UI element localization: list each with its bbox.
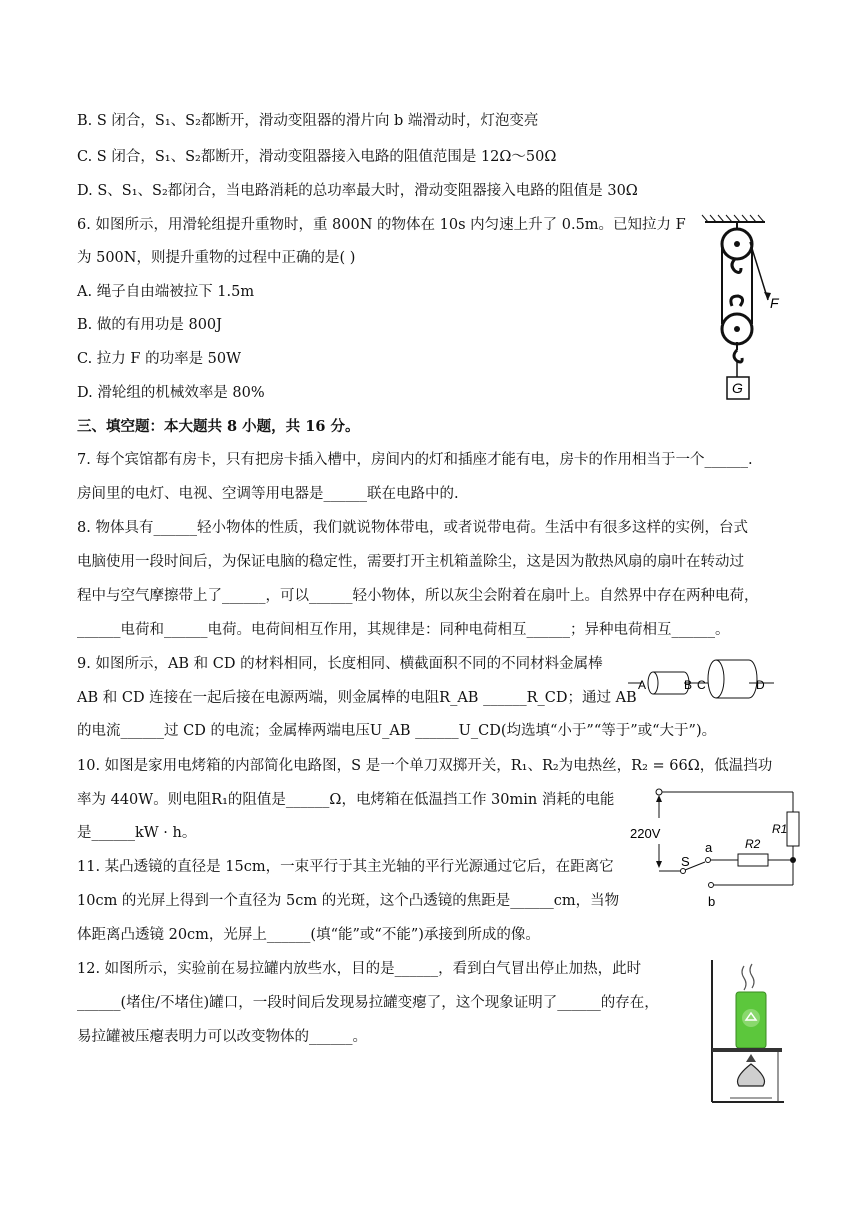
section-3-heading: 三、填空题：本大题共 8 小题，共 16 分。 [77,418,360,435]
voltage-label: 220V [630,826,661,841]
pulley-figure [700,212,790,407]
option-a-q6: A. 绳子自由端被拉下 1.5m [77,284,255,300]
question-6-line-2: 为 500N，则提升重物的过程中正确的是( ) [77,250,356,266]
resistor-r1 [787,812,799,846]
alcohol-lamp [738,1064,765,1086]
r2-label: R2 [745,837,761,851]
option-c-q5: C. S 闭合，S₁、S₂都断开，滑动变阻器接入电路的阻值范围是 12Ω～50Ω [77,149,557,165]
question-12-line-1: 12. 如图所示，实验前在易拉罐内放些水，目的是______，看到白气冒出停止加热，此时 [77,961,642,977]
question-8-line-4: ______电荷和______电荷。电荷间相互作用，其规律是：同种电荷相互______；异种电荷相互______。 [77,622,730,638]
question-7-line-2: 房间里的电灯、电视、空调等用电器是______联在电路中的. [77,486,459,502]
force-label: F [770,295,779,311]
terminal-b-label: b [708,894,716,909]
question-9-line-3: 的电流______过 CD 的电流；金属棒两端电压U_AB ______U_CD(均选填“小于”“等于”或“大于”)。 [77,723,717,739]
question-10-line-3: 是______kW · h。 [77,825,197,841]
question-11-line-1: 11. 某凸透镜的直径是 15cm，一束平行于其主光轴的平行光源通过它后，在距离它 [77,859,614,875]
recycle-icon [742,1009,760,1027]
question-11-line-2: 10cm 的光屏上得到一个直径为 5cm 的光斑，这个凸透镜的焦距是______cm，当物 [77,893,620,909]
rod-label-d: D [756,678,765,692]
can-experiment-figure [706,958,796,1108]
rods-figure [624,653,784,703]
option-b-q5: B. S 闭合，S₁、S₂都断开，滑动变阻器的滑片向 b 端滑动时，灯泡变亮 [77,113,539,129]
load-label: G [732,380,743,396]
question-8-line-1: 8. 物体具有______轻小物体的性质，我们就说物体带电，或者说带电荷。生活中有很多这样的实例，台式 [77,520,748,536]
option-b-q6: B. 做的有用功是 800J [77,317,222,333]
question-6-line-1: 6. 如图所示，用滑轮组提升重物时，重 800N 的物体在 10s 内匀速上升了 0.5m。已知拉力 F [77,217,686,233]
terminal-a-label: a [705,840,713,855]
switch-label: S [681,854,690,869]
option-d-q6: D. 滑轮组的机械效率是 80% [77,385,265,401]
resistor-r2 [738,854,768,866]
question-9-line-2: AB 和 CD 连接在一起后接在电源两端，则金属棒的电阻R_AB ______R_CD；通过 AB [77,690,637,706]
circuit-figure [625,782,805,912]
rod-label-b: B [684,678,693,692]
question-11-line-3: 体距离凸透镜 20cm，光屏上______(填“能”或“不能”)承接到所成的像。 [77,927,540,943]
question-10-line-2: 率为 440W。则电阻R₁的阻值是______Ω，电烤箱在低温挡工作 30min 消耗的电能 [77,792,615,808]
option-c-q6: C. 拉力 F 的功率是 50W [77,351,242,367]
question-9-line-1: 9. 如图所示，AB 和 CD 的材料相同，长度相同、横截面积不同的不同材料金属棒 [77,656,603,672]
rod-label-c: C [697,678,706,692]
question-8-line-2: 电脑使用一段时间后，为保证电脑的稳定性，需要打开主机箱盖除尘，这是因为散热风扇的扇叶在转动过 [77,554,744,570]
question-10-line-1: 10. 如图是家用电烤箱的内部简化电路图，S 是一个单刀双掷开关，R₁、R₂为电热丝，R₂ = 66Ω，低温挡功 [77,758,773,774]
option-d-q5: D. S、S₁、S₂都闭合，当电路消耗的总功率最大时，滑动变阻器接入电路的阻值是 30Ω [77,183,638,199]
question-7-line-1: 7. 每个宾馆都有房卡，只有把房卡插入槽中，房间内的灯和插座才能有电，房卡的作用相当于一个______. [77,452,753,468]
r1-label: R1 [772,822,788,836]
question-12-line-3: 易拉罐被压瘪表明力可以改变物体的______。 [77,1029,367,1045]
rod-label-a: A [638,678,647,692]
question-12-line-2: ______(堵住/不堵住)罐口，一段时间后发现易拉罐变瘪了，这个现象证明了______的存在， [77,995,659,1011]
question-8-line-3: 程中与空气摩擦带上了______，可以______轻小物体，所以灰尘会附着在扇叶上。自然界中存在两种电荷， [77,588,759,604]
